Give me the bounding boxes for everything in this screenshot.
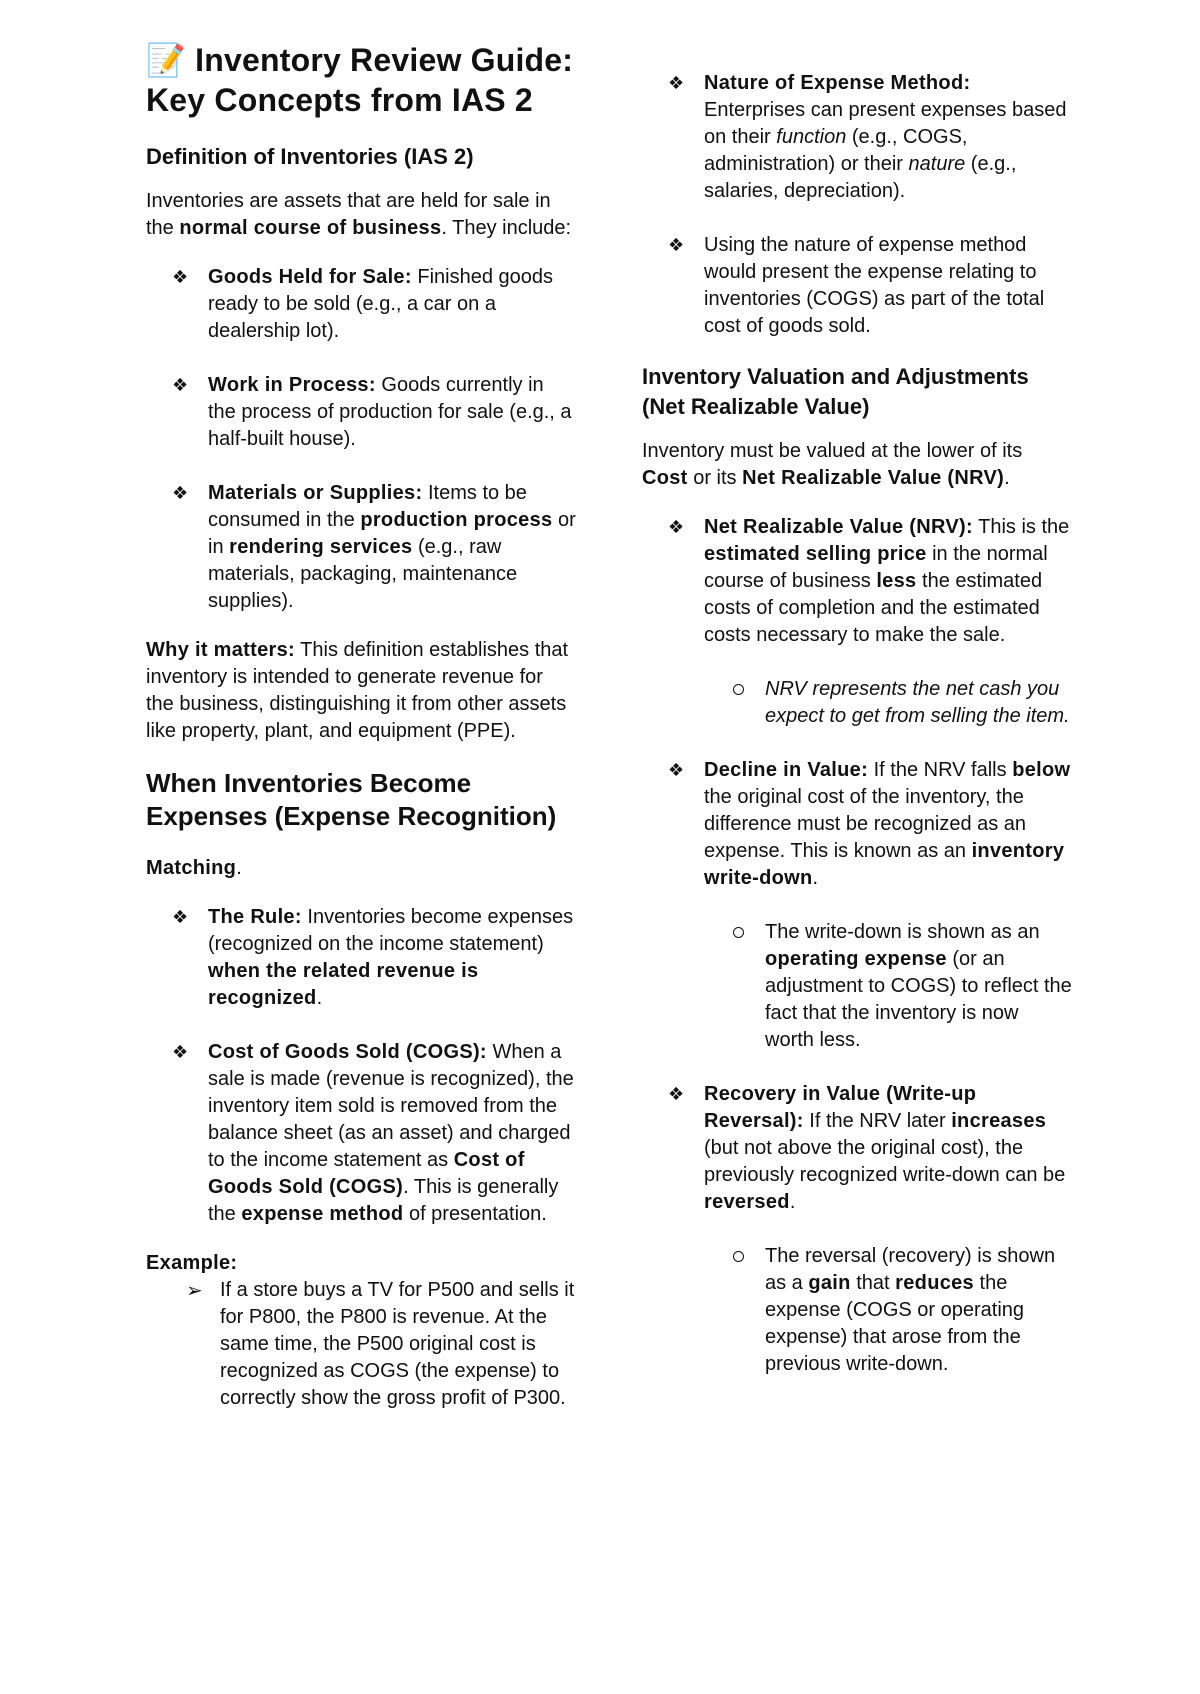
term-label: Goods Held for Sale:: [208, 266, 412, 288]
inventory-types-list: [146, 264, 576, 615]
term-text: Items to be consumed in the: [208, 482, 527, 531]
list-item-nature-cogs: [642, 232, 1072, 340]
diamond-bullet-icon: ❖: [172, 267, 189, 288]
term-text: the estimated costs of completion and the estimated costs necessary to make the sale.: [704, 570, 1043, 646]
right-column: [642, 70, 1072, 1405]
diamond-bullet-icon: ❖: [668, 1084, 685, 1105]
intro-text: or its: [687, 467, 743, 489]
term-text: of presentation.: [403, 1203, 547, 1225]
term-text: (e.g., COGS, administration) or their: [704, 126, 968, 175]
decline-sub-list: [704, 919, 1072, 1054]
term-label: Nature of Expense Method:: [704, 72, 971, 94]
title-text: Inventory Review Guide: Key Concepts from IAS 2: [146, 42, 574, 118]
list-item-cogs: [146, 1039, 576, 1228]
term-text: Goods currently in the process of production for sale (e.g., a half-built house).: [208, 374, 572, 450]
term-text: This is the: [972, 516, 1070, 538]
sub-text: The reversal (recovery) is shown as a: [765, 1245, 1056, 1294]
valuation-heading: Inventory Valuation and Adjustments (Net Realizable Value): [642, 364, 1029, 419]
sub-bold: gain: [808, 1272, 851, 1294]
definition-heading: Definition of Inventories (IAS 2): [146, 144, 474, 169]
diamond-bullet-icon: ❖: [172, 1042, 189, 1063]
nature-of-expense-list: [642, 70, 1072, 340]
intro-text-end: . They include:: [441, 217, 572, 239]
example-list: [146, 1277, 576, 1412]
term-label: Materials or Supplies:: [208, 482, 423, 504]
left-column: [146, 40, 576, 1412]
term-bold: rendering services: [229, 536, 413, 558]
list-item-recovery: [642, 1081, 1072, 1378]
term-text: (but not above the original cost), the previously recognized write-down can be: [704, 1137, 1066, 1186]
why-it-matters: [146, 637, 576, 745]
term-italic: function: [776, 126, 847, 148]
sub-bold: reduces: [895, 1272, 974, 1294]
circle-bullet-icon: [733, 927, 744, 938]
term-label: Work in Process:: [208, 374, 376, 396]
valuation-intro: [642, 438, 1072, 492]
circle-bullet-icon: [733, 684, 744, 695]
term-text: Enterprises can present expenses based on their: [704, 99, 1067, 148]
diamond-bullet-icon: ❖: [668, 760, 685, 781]
expense-list: [146, 904, 576, 1228]
term-bold: when the related revenue is recognized: [208, 960, 479, 1009]
sub-list-item: [704, 919, 1072, 1054]
sub-italic-text: NRV represents the net cash you expect to get from selling the item.: [765, 678, 1070, 727]
term-bold: inventory write-down: [704, 840, 1065, 889]
term-text: .: [812, 867, 819, 889]
recovery-sub-list: [704, 1243, 1072, 1378]
diamond-bullet-icon: ❖: [172, 483, 189, 504]
term-text: Finished goods ready to be sold (e.g., a car on a dealership lot).: [208, 266, 554, 342]
diamond-bullet-icon: ❖: [668, 235, 685, 256]
term-text: or in: [208, 509, 576, 558]
intro-bold: Net Realizable Value (NRV): [742, 467, 1005, 489]
matching-post: .: [236, 857, 242, 879]
term-text: (e.g., raw materials, packaging, maintenance supplies).: [208, 536, 518, 612]
example-label: [146, 1250, 576, 1277]
term-bold: production process: [360, 509, 553, 531]
term-text: the original cost of the inventory, the difference must be recognized as an expense. This is known as an: [704, 786, 1027, 862]
example-label-text: Example:: [146, 1252, 238, 1274]
list-item-nature-method: [642, 70, 1072, 205]
sub-text: The write-down is shown as an: [765, 921, 1040, 943]
term-text: When a sale is made (revenue is recognized), the inventory item sold is removed from the balance sheet (as an asset) and charged to the income statement as: [208, 1041, 574, 1171]
term-text: . This is generally the: [208, 1176, 559, 1225]
list-item-the-rule: [146, 904, 576, 1012]
sub-bold: operating expense: [765, 948, 947, 970]
why-label: Why it matters:: [146, 639, 295, 661]
term-bold: below: [1012, 759, 1071, 781]
term-text: If the NRV later: [803, 1110, 952, 1132]
example-item: [146, 1277, 576, 1412]
term-label: Net Realizable Value (NRV):: [704, 516, 973, 538]
matching-label: Matching: [146, 857, 237, 879]
document-title: [146, 40, 576, 120]
sub-list-item: [704, 1243, 1072, 1378]
arrow-bullet-icon: ➢: [186, 1278, 203, 1302]
term-bold: Cost of Goods Sold (COGS): [208, 1149, 525, 1198]
term-label: Decline in Value:: [704, 759, 869, 781]
list-item-materials: [146, 480, 576, 615]
term-bold: expense method: [241, 1203, 404, 1225]
term-bold: less: [876, 570, 917, 592]
term-bold: increases: [951, 1110, 1047, 1132]
list-item-work-in-process: [146, 372, 576, 453]
term-text: If the NRV falls: [868, 759, 1013, 781]
term-label: The Rule:: [208, 906, 302, 928]
sub-text: the expense (COGS or operating expense) that arose from the previous write-down.: [765, 1272, 1025, 1375]
sub-text: (or an adjustment to COGS) to reflect the fact that the inventory is now worth less.: [765, 948, 1072, 1051]
intro-text-end: .: [1004, 467, 1010, 489]
diamond-bullet-icon: ❖: [668, 517, 685, 538]
example-text: If a store buys a TV for P500 and sells it for P800, the P800 is revenue. At the same time, the P500 original cost is recognized as COGS (the expense) to correctly show the gross profit of P300.: [220, 1279, 575, 1409]
term-text: (e.g., salaries, depreciation).: [704, 153, 1017, 202]
intro-text: Inventory must be valued at the lower of its: [642, 440, 1023, 462]
term-bold: estimated selling price: [704, 543, 927, 565]
term-text: .: [316, 987, 323, 1009]
term-text: in the normal course of business: [704, 543, 1048, 592]
diamond-bullet-icon: ❖: [172, 907, 189, 928]
definition-intro: [146, 188, 576, 242]
term-text: .: [789, 1191, 796, 1213]
intro-bold: normal course of business: [179, 217, 442, 239]
term-bold: reversed: [704, 1191, 790, 1213]
term-text: Inventories become expenses (recognized on the income statement): [208, 906, 574, 955]
term-label: Recovery in Value (Write-up Reversal):: [704, 1083, 977, 1132]
list-item-nrv: [642, 514, 1072, 730]
nrv-sub-list: [704, 676, 1072, 730]
list-item-decline: [642, 757, 1072, 1054]
memo-icon: 📝: [146, 41, 187, 79]
circle-bullet-icon: [733, 1251, 744, 1262]
list-item-goods-held: [146, 264, 576, 345]
diamond-bullet-icon: ❖: [668, 73, 685, 94]
sub-list-item: [704, 676, 1072, 730]
matching-paragraph: [146, 855, 576, 882]
intro-text: Inventories are assets that are held for sale in the: [146, 190, 551, 239]
diamond-bullet-icon: ❖: [172, 375, 189, 396]
valuation-list: [642, 514, 1072, 1378]
term-label: Cost of Goods Sold (COGS):: [208, 1041, 487, 1063]
term-text: Using the nature of expense method would present the expense relating to inventories (COGS) as part of the total cost of goods sold.: [704, 234, 1045, 337]
why-text: This definition establishes that inventory is intended to generate revenue for the business, distinguishing it from other assets like property, plant, and equipment (PPE).: [146, 639, 569, 742]
sub-text: that: [850, 1272, 896, 1294]
intro-bold: Cost: [642, 467, 688, 489]
expenses-heading: When Inventories Become Expenses (Expense Recognition): [146, 768, 557, 831]
term-italic: nature: [908, 153, 966, 175]
